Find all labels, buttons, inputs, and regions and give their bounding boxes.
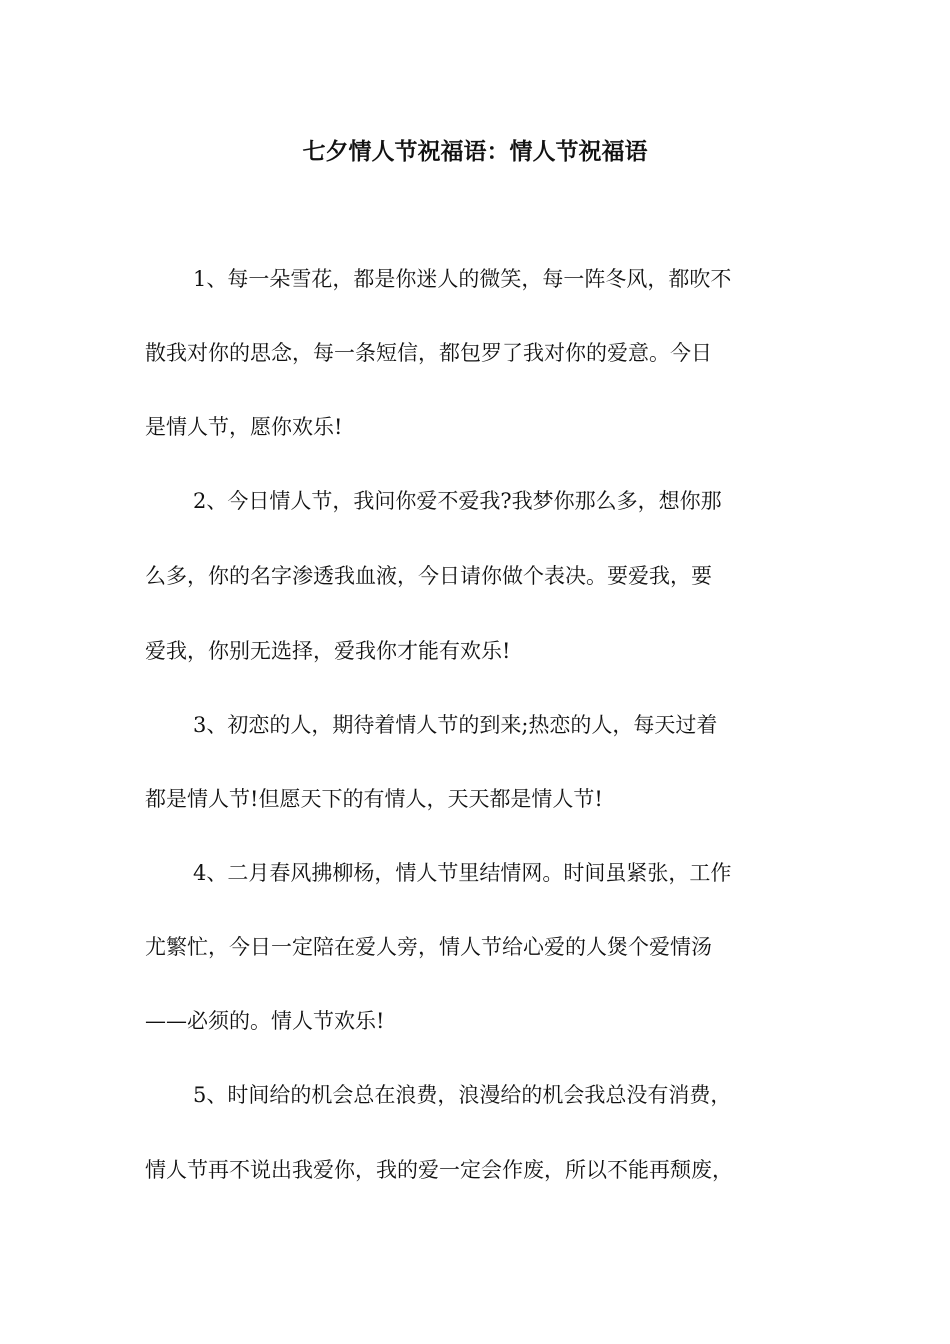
paragraph-2-line-3: 爱我，你别无选择，爱我你才能有欢乐! [145,639,511,663]
paragraph-4-line-3: ——必须的。情人节欢乐! [145,1009,385,1033]
paragraph-1-line-1: 1、每一朵雪花，都是你迷人的微笑，每一阵冬风，都吹不 [193,267,732,291]
paragraph-2-line-1: 2、今日情人节，我问你爱不爱我?我梦你那么多，想你那 [193,489,722,513]
paragraph-4-line-1: 4、二月春风拂柳杨，情人节里结情网。时间虽紧张，工作 [193,861,732,885]
paragraph-4-line-2: 尤繁忙，今日一定陪在爱人旁，情人节给心爱的人煲个爱情汤 [145,935,712,959]
paragraph-3-line-2: 都是情人节!但愿天下的有情人，天天都是情人节! [145,787,603,811]
paragraph-5-line-2: 情人节再不说出我爱你，我的爱一定会作废，所以不能再颓废， [145,1158,733,1182]
paragraph-1-line-2: 散我对你的思念，每一条短信，都包罗了我对你的爱意。今日 [145,341,712,365]
paragraph-3-line-1: 3、初恋的人，期待着情人节的到来;热恋的人，每天过着 [193,713,718,737]
paragraph-2-line-2: 么多，你的名字渗透我血液，今日请你做个表决。要爱我，要 [145,564,712,588]
paragraph-1-line-3: 是情人节，愿你欢乐! [145,415,343,439]
paragraph-5-line-1: 5、时间给的机会总在浪费，浪漫给的机会我总没有消费， [193,1083,732,1107]
document-title: 七夕情人节祝福语：情人节祝福语 [302,138,648,165]
